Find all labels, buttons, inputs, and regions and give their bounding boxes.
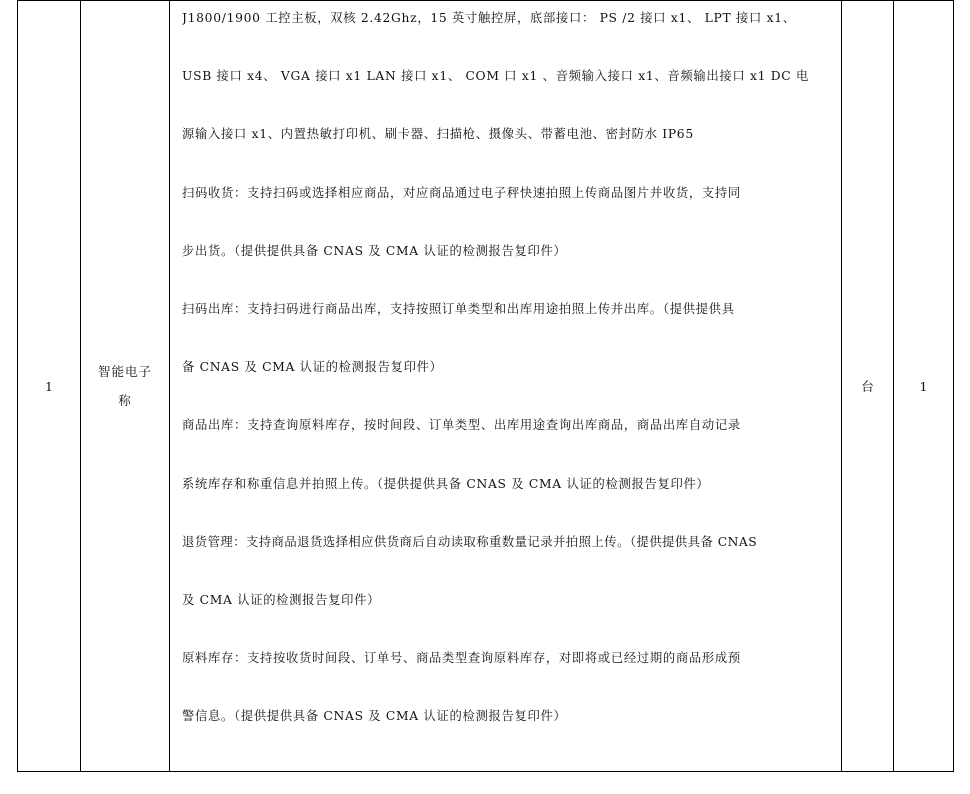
unit-value: 台 [861,379,874,394]
quantity-value: 1 [919,378,928,394]
spec-line: USB 接口 x4、 VGA 接口 x1 LAN 接口 x1、 COM 口 x1 、音频输入接口 x1、音频输出接口 x1 DC 电 [182,69,809,84]
spec-line: 退货管理：支持商品退货选择相应供货商后自动读取称重数量记录并拍照上传。（提供提供具备 CNAS [182,534,758,549]
product-name-cell [81,1,170,772]
unit-cell [842,1,894,772]
spec-description-cell [170,1,842,772]
spec-line: J1800/1900 工控主板，双核 2.42Ghz，15 英寸触控屏，底部接口： PS /2 接口 x1、 LPT 接口 x1、 [182,11,796,25]
product-name-line-1: 智能电子 [97,364,152,379]
spec-line: 原料库存：支持按收货时间段、订单号、商品类型查询原料库存，对即将或已经过期的商品形成预 [182,651,741,666]
quantity-cell [894,1,954,772]
spec-line: 源输入接口 x1、内置热敏打印机、刷卡器、扫描枪、摄像头、带蓄电池、密封防水 IP65 [182,127,694,142]
product-name-line-2: 称 [118,393,132,408]
spec-table [17,0,954,772]
spec-line: 系统库存和称重信息并拍照上传。（提供提供具备 CNAS 及 CMA 认证的检测报告复印件） [182,476,710,491]
spec-line: 备 CNAS 及 CMA 认证的检测报告复印件） [182,360,443,375]
row-index-cell [18,1,81,772]
spec-line: 扫码出库：支持扫码进行商品出库，支持按照订单类型和出库用途拍照上传并出库。（提供提供具 [182,301,735,316]
table-row [18,1,954,772]
spec-line: 及 CMA 认证的检测报告复印件） [182,592,381,607]
spec-line: 步出货。（提供提供具备 CNAS 及 CMA 认证的检测报告复印件） [182,243,567,258]
spec-line: 商品出库：支持查询原料库存，按时间段、订单类型、出库用途查询出库商品，商品出库自动记录 [182,418,741,433]
row-index: 1 [45,378,53,394]
spec-line: 警信息。（提供提供具备 CNAS 及 CMA 认证的检测报告复印件） [182,709,567,724]
spec-line: 扫码收货：支持扫码或选择相应商品，对应商品通过电子秤快速拍照上传商品图片并收货，支持同 [182,185,741,200]
